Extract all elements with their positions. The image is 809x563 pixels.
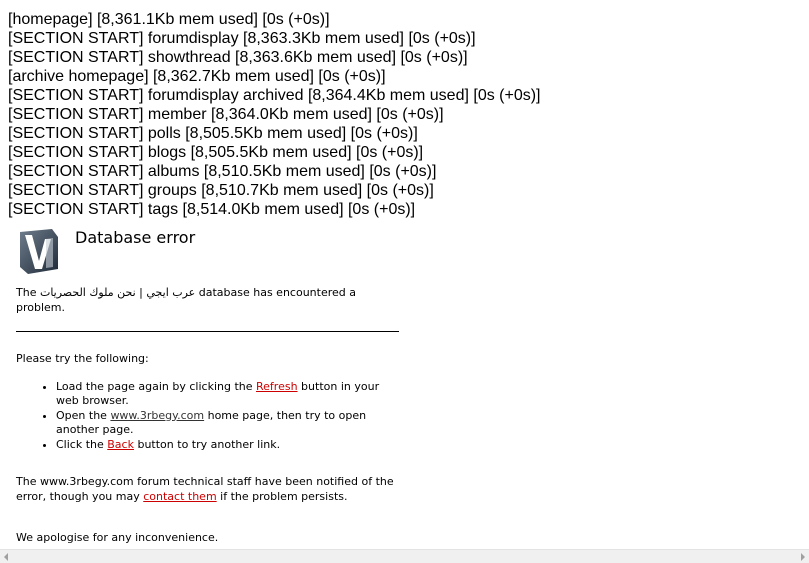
debug-line: [homepage] [8,361.1Kb mem used] [0s (+0s)] <box>8 11 330 28</box>
site-name: عرب ايجي | نحن ملوك الحصريات <box>39 286 196 299</box>
debug-line: [SECTION START] albums [8,510.5Kb mem used] [0s (+0s)] <box>8 163 437 180</box>
list-item: • Load the page again by clicking the Refresh button in your web browser. <box>56 380 400 409</box>
horizontal-scrollbar[interactable] <box>0 549 809 563</box>
debug-line: [SECTION START] member [8,364.0Kb mem used] [0s (+0s)] <box>8 106 444 123</box>
debug-line: [SECTION START] forumdisplay [8,363.3Kb mem used] [0s (+0s)] <box>8 30 476 47</box>
scroll-right-icon[interactable] <box>801 553 805 561</box>
apology-text: We apologise for any inconvenience. <box>16 531 219 544</box>
divider <box>16 331 399 332</box>
debug-line: [SECTION START] tags [8,514.0Kb mem used] [0s (+0s)] <box>8 201 416 218</box>
debug-line: [SECTION START] forumdisplay archived [8,364.4Kb mem used] [0s (+0s)] <box>8 87 541 104</box>
back-link[interactable]: Back <box>107 437 134 451</box>
error-message <box>16 286 400 546</box>
vbulletin-logo-icon <box>20 229 60 274</box>
debug-line: [SECTION START] polls [8,505.5Kb mem used] [0s (+0s)] <box>8 125 418 142</box>
contact-link[interactable]: contact them <box>143 489 217 503</box>
scroll-left-icon[interactable] <box>4 553 8 561</box>
page-title: Database error <box>75 228 196 247</box>
list-item: • Click the Back button to try another link. <box>56 438 400 453</box>
steps-list <box>16 380 400 453</box>
homepage-link[interactable]: www.3rbegy.com <box>110 408 205 422</box>
debug-line: [SECTION START] groups [8,510.7Kb mem used] [0s (+0s)] <box>8 182 434 199</box>
try-heading: Please try the following: <box>16 352 149 365</box>
refresh-link[interactable]: Refresh <box>256 379 298 393</box>
debug-line: [SECTION START] showthread [8,363.6Kb mem used] [0s (+0s)] <box>8 49 468 66</box>
staff-notice: The www.3rbegy.com forum technical staff have been notified of the error, though you may contact them if the problem persists. <box>16 475 394 503</box>
list-item: • Open the www.3rbegy.com home page, then try to open another page. <box>56 409 400 438</box>
debug-line: [archive homepage] [8,362.7Kb mem used] [0s (+0s)] <box>8 68 386 85</box>
debug-line: [SECTION START] blogs [8,505.5Kb mem used] [0s (+0s)] <box>8 144 424 161</box>
error-intro: The عرب ايجي | نحن ملوك الحصريات database has encountered a problem. <box>16 286 356 314</box>
debug-output <box>8 10 541 219</box>
